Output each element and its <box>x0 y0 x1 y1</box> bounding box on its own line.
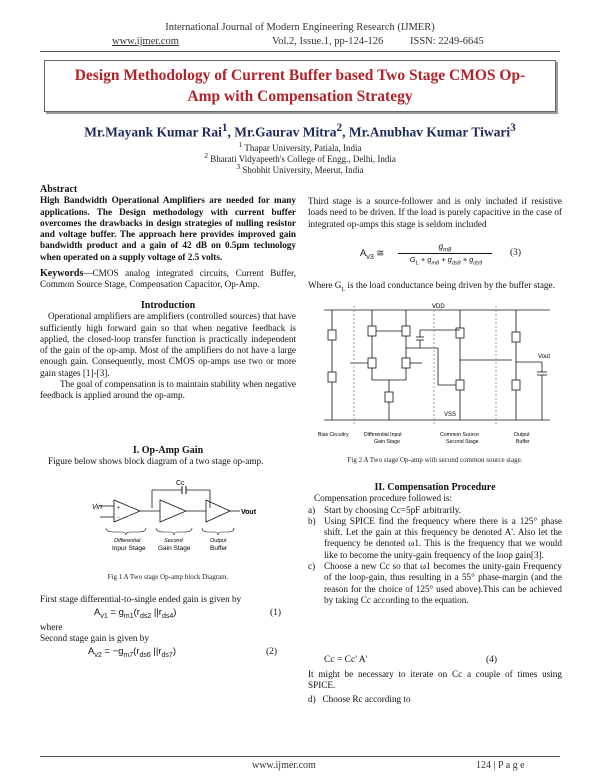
keywords-dash: — <box>83 268 93 278</box>
keywords-label: Keywords <box>40 268 84 279</box>
affiliation-3: $^3$ Shobhit University, Meerut, India <box>236 162 364 175</box>
fig1-stage2-triangle <box>160 500 186 522</box>
introduction-p1: Operational amplifiers are amplifiers (controlled sources) that have sufficiently high forward gain so that when negative feedback is applied, the closed-loop transfer function is practically independent of the gain of the op-amp. Most of the amplifiers do not have a large enough gain. Consequently, most CMOS op-amps use two or more gain stages [1]-[3]. <box>40 311 296 378</box>
author-list: Mr.Mayank Kumar Rai$^1$, Mr.Gaurav Mitra$^2$, Mr.Anubhav Kumar Tiwari$^3$ <box>84 122 516 140</box>
journal-name: International Journal of Modern Engineering Research (IJMER) <box>165 22 435 33</box>
step-d-label: d) <box>308 694 316 704</box>
fig1-stage1-label-a: Differential <box>114 538 141 544</box>
title-line-1: Design Methodology of Current Buffer based Two Stage CMOS Op- <box>74 67 526 84</box>
fig2-circuit-schematic <box>310 300 562 450</box>
section-1-heading: I. Op-Amp Gain <box>132 445 204 456</box>
fig2-diff-label-b: Gain Stage <box>374 439 400 445</box>
equation-1-number: (1) <box>270 608 282 618</box>
equation-2: $A_{v2} = -g_{m7}(r_{ds6}$ $||r_{ds7}$) <box>88 646 176 659</box>
journal-issn: ISSN: 2249-6645 <box>410 36 484 47</box>
author-2-sup: 2 <box>336 122 343 134</box>
fig2-diff-label-a: Differential Input <box>364 432 402 438</box>
fig1-vin-label: Vin <box>92 504 102 511</box>
step-d-text: Choose Rc according to <box>322 694 411 704</box>
introduction-p2: The goal of compensation is to maintain stability when negative feedback is applied around the op-amp. <box>40 379 296 401</box>
abstract-body: High Bandwidth Operational Amplifiers are needed for many applications. The Design methodology with current buffer overcomes the drawbacks in design strategies of nulling resistor and voltage buffer. The approach here provides improved gain bandwidth product and a gain of 42 dB on 0.5µm technology when operated on a supply voltage of 2.5 volts. <box>40 195 296 262</box>
title-line-2: Amp with Compensation Strategy <box>187 88 413 105</box>
step-b: b) Using SPICE find the frequency where there is a 125° phase shift. Let the gain at this frequency be denoted A'. Also let the frequency be denoted ω1. This is the frequency that we would like to become the unity-gain frequency of the loop gain[3]. <box>308 515 562 560</box>
svg-text:−: − <box>117 515 120 521</box>
equation-4-number: (4) <box>486 655 498 665</box>
fig2-out-label-a: Output <box>514 432 530 438</box>
section-2-intro: Compensation procedure followed is: <box>314 493 453 504</box>
fig1-block-diagram <box>70 478 270 556</box>
fig1-caption: Fig 1 A Two stage Op-amp block Diagram. <box>107 573 229 581</box>
stage2-text: Second stage gain is given by <box>40 633 149 643</box>
header-divider <box>40 51 560 52</box>
step-c: c) Choose a new Cc so that ω1 becomes the unity-gain Frequency of the loop-gain, thus resulting in a 55° phase-margin (and the reason for the choice of 125° used above).This can be achieved by taking Cc according to the equation. <box>308 561 562 605</box>
footer-page-number: 124 | P a g e <box>476 760 525 771</box>
introduction-section <box>40 300 296 402</box>
affiliation-2: $^2$ Bharati Vidyapeeth's College of Engg., Delhi, India <box>204 151 396 164</box>
step-d <box>308 694 562 705</box>
fig1-cc-label: Cc <box>176 480 185 487</box>
footer-url-link[interactable]: www.ijmer.com <box>252 760 316 771</box>
abstract-section <box>40 184 296 263</box>
introduction-heading: Introduction <box>140 300 196 311</box>
fig2-vss-label: VSS <box>444 412 457 418</box>
svg-text:+: + <box>117 505 120 511</box>
fig2-cs-label-b: Second Stage <box>446 439 479 445</box>
affiliation-1: $^1$ Thapar University, Patiala, India <box>238 140 362 153</box>
equation-3-lhs: $A_{v3}$ ≅ <box>360 248 385 261</box>
fig2-bias-label: Bias Circuitry <box>318 432 349 438</box>
third-stage-text: Third stage is a source-follower and is only included if resistive loads need to be driven. If the load is purely capacitive in the case of integrated op-amps this stage is seldom included <box>308 196 562 229</box>
fig2-cs-label-a: Common Source <box>440 432 479 438</box>
fig1-stage2-label-b: Gain Stage <box>158 545 191 552</box>
fig2-vdd-label: VDD <box>432 304 445 310</box>
equation-1: $A_{v1} = g_{m1}(r_{ds2}$ $||r_{ds4}$) <box>94 607 177 620</box>
fig1-stage3-label-b: Buffer <box>210 545 228 552</box>
author-1-sup: 1 <box>221 122 228 134</box>
equation-4: Cc = Cc' A' <box>324 655 368 665</box>
fig2-vout-label: Vout <box>538 354 551 360</box>
paper-title <box>44 60 556 112</box>
iterate-text: It might be necessary to iterate on Cc a couple of times using SPICE. <box>308 669 562 691</box>
author-3: Mr.Anubhav Kumar Tiwari <box>348 124 511 140</box>
gl-text: Where $G_L$ is the load conductance being driven by the buffer stage. <box>308 280 555 293</box>
fig1-stage2-label-a: Second <box>164 538 183 544</box>
abstract-heading: Abstract <box>40 184 78 195</box>
section-2-heading: II. Compensation Procedure <box>374 482 496 493</box>
journal-url-link[interactable]: www.ijmer.com <box>112 36 179 47</box>
fig2-out-label-b: Buffer <box>516 439 530 445</box>
fig1-vout-label: Vout <box>241 509 257 516</box>
equation-3-numerator: $g_{m8}$ <box>438 242 452 254</box>
keywords-text: CMOS analog integrated circuits, Current Buffer, Common Source Stage, Compensation Capacitor, Op-Amp. <box>40 268 296 290</box>
keywords <box>40 268 296 291</box>
author-2: Mr.Gaurav Mitra <box>234 124 337 140</box>
section-1-intro: Figure below shows block diagram of a two stage op-amp. <box>48 456 264 467</box>
author-3-sup: 3 <box>510 122 516 134</box>
section-2 <box>308 482 562 606</box>
where-text: where <box>40 622 63 632</box>
equation-3-number: (3) <box>510 248 522 258</box>
equation-3-denominator: $G_L + g_{m8} + g_{ds8} + g_{ds9}$ <box>409 255 483 267</box>
equation-2-number: (2) <box>266 647 278 657</box>
fig1-stage3-label-a: Output <box>210 538 227 544</box>
author-1: Mr.Mayank Kumar Rai <box>84 124 222 140</box>
compensation-steps <box>308 505 562 607</box>
journal-volume: Vol.2, Issue.1, pp-124-126 <box>272 36 384 47</box>
fig2-caption: Fig 2 A Two stage Op-amp with second common source stage. <box>347 456 523 464</box>
footer-divider <box>40 756 560 757</box>
step-a: a) Start by choosing Cc=5pF arbitrarily. <box>308 504 462 515</box>
section-1 <box>40 445 296 468</box>
stage1-text: First stage differential-to-single ended gain is given by <box>40 594 242 604</box>
fig1-stage1-label-b: Inpur Stage <box>112 545 146 552</box>
